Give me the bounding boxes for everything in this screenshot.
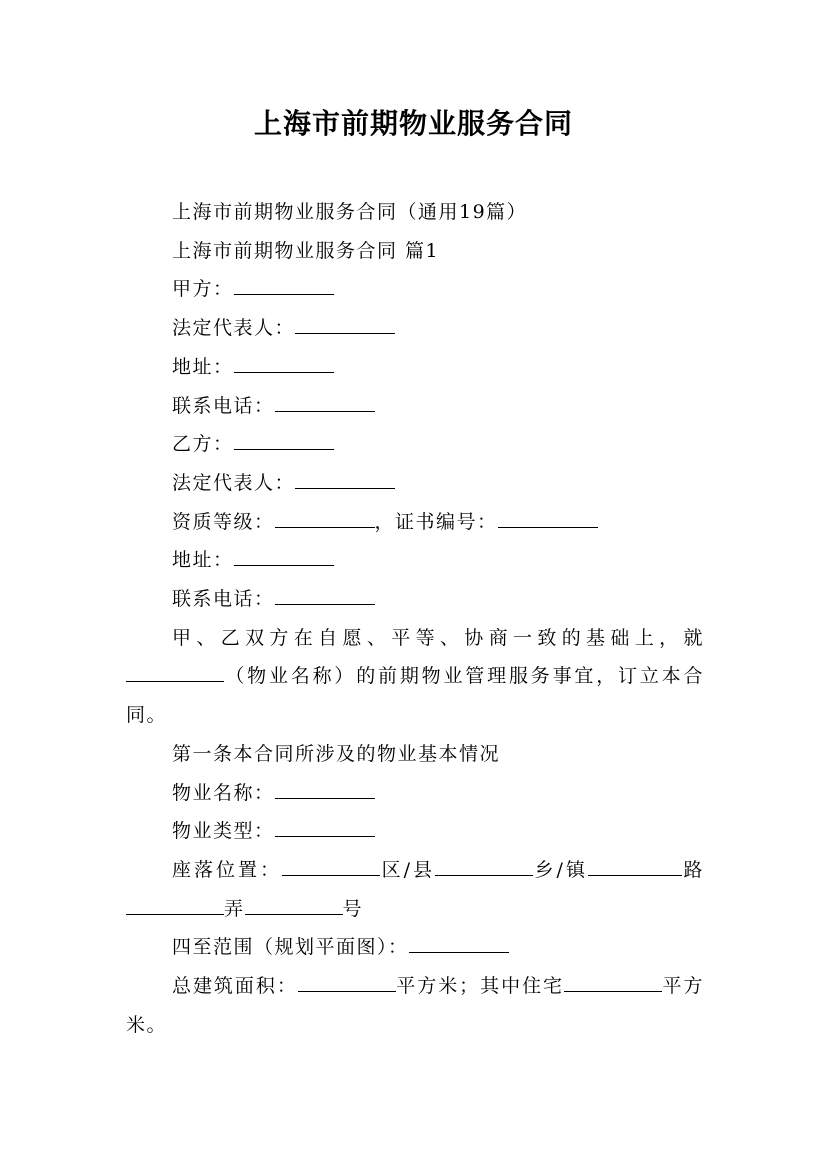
party-a-legal-rep-blank[interactable]	[295, 315, 395, 334]
collection-heading: 上海市前期物业服务合同（通用19篇）	[172, 201, 528, 223]
area-unit-end: 平方米。	[126, 975, 704, 1036]
party-b-qualification-blank[interactable]	[275, 509, 375, 528]
boundary-blank[interactable]	[409, 934, 509, 953]
area-unit-residential: 平方米；其中住宅	[395, 975, 565, 998]
property-name-line	[126, 774, 704, 813]
party-b-legal-rep-blank[interactable]	[295, 470, 395, 489]
party-a-address-line	[126, 348, 704, 387]
party-b-address-blank[interactable]	[234, 547, 334, 566]
lane-blank[interactable]	[126, 896, 224, 915]
district-suffix: 区/县	[380, 858, 436, 881]
article-heading: 上海市前期物业服务合同 篇1	[172, 239, 440, 262]
preamble-paragraph	[126, 619, 704, 735]
party-a-address-label: 地址：	[172, 355, 234, 378]
party-a-blank[interactable]	[234, 276, 334, 295]
town-suffix: 乡/镇	[533, 858, 588, 881]
number-suffix: 号	[342, 897, 364, 920]
article1-heading: 第一条本合同所涉及的物业基本情况	[172, 742, 501, 765]
party-b-qualification-line	[126, 503, 704, 542]
party-b-line	[126, 425, 704, 464]
location-label: 座落位置：	[172, 858, 283, 881]
boundary-label: 四至范围（规划平面图）：	[172, 936, 409, 959]
property-name-label: 物业名称：	[172, 781, 275, 804]
party-b-address-label: 地址：	[172, 549, 234, 572]
property-type-label: 物业类型：	[172, 820, 275, 843]
area-label: 总建筑面积：	[172, 975, 298, 998]
party-a-legal-rep-label: 法定代表人：	[172, 317, 296, 340]
location-paragraph	[126, 851, 704, 928]
party-b-label: 乙方：	[172, 433, 234, 456]
party-b-phone-line	[126, 580, 704, 619]
total-area-blank[interactable]	[298, 973, 396, 992]
preamble-part2: （物业名称）的前期物业管理服务事宜，订立本合同。	[126, 665, 704, 727]
area-paragraph	[126, 967, 704, 1044]
party-a-phone-label: 联系电话：	[172, 394, 275, 417]
party-a-label: 甲方：	[172, 278, 234, 301]
lane-suffix: 弄	[224, 897, 245, 920]
party-b-legal-rep-line	[126, 464, 704, 503]
party-b-phone-blank[interactable]	[275, 586, 375, 605]
party-a-phone-blank[interactable]	[275, 393, 375, 412]
party-b-certificate-blank[interactable]	[498, 509, 598, 528]
document-title: 上海市前期物业服务合同	[253, 107, 573, 140]
property-name-field-blank[interactable]	[275, 780, 375, 799]
party-a-address-blank[interactable]	[234, 354, 334, 373]
party-b-blank[interactable]	[234, 431, 334, 450]
residential-area-blank[interactable]	[564, 973, 662, 992]
party-b-qualification-label: 资质等级：	[172, 510, 275, 533]
property-type-blank[interactable]	[275, 818, 375, 837]
district-blank[interactable]	[282, 857, 380, 876]
boundary-line	[126, 928, 704, 967]
party-b-address-line	[126, 541, 704, 580]
town-blank[interactable]	[435, 857, 533, 876]
road-suffix: 路	[681, 858, 704, 881]
road-blank[interactable]	[588, 857, 682, 876]
property-name-blank[interactable]	[126, 663, 224, 682]
preamble-part1: 甲、乙双方在自愿、平等、协商一致的基础上，就	[172, 626, 704, 649]
party-b-legal-rep-label: 法定代表人：	[172, 471, 296, 494]
party-a-phone-line	[126, 387, 704, 426]
party-a-line	[126, 270, 704, 309]
number-blank[interactable]	[245, 896, 343, 915]
document-body	[126, 193, 704, 1044]
party-b-certificate-label: ，证书编号：	[374, 510, 498, 533]
property-type-line	[126, 812, 704, 851]
party-b-phone-label: 联系电话：	[172, 588, 275, 611]
party-a-legal-rep-line	[126, 309, 704, 348]
